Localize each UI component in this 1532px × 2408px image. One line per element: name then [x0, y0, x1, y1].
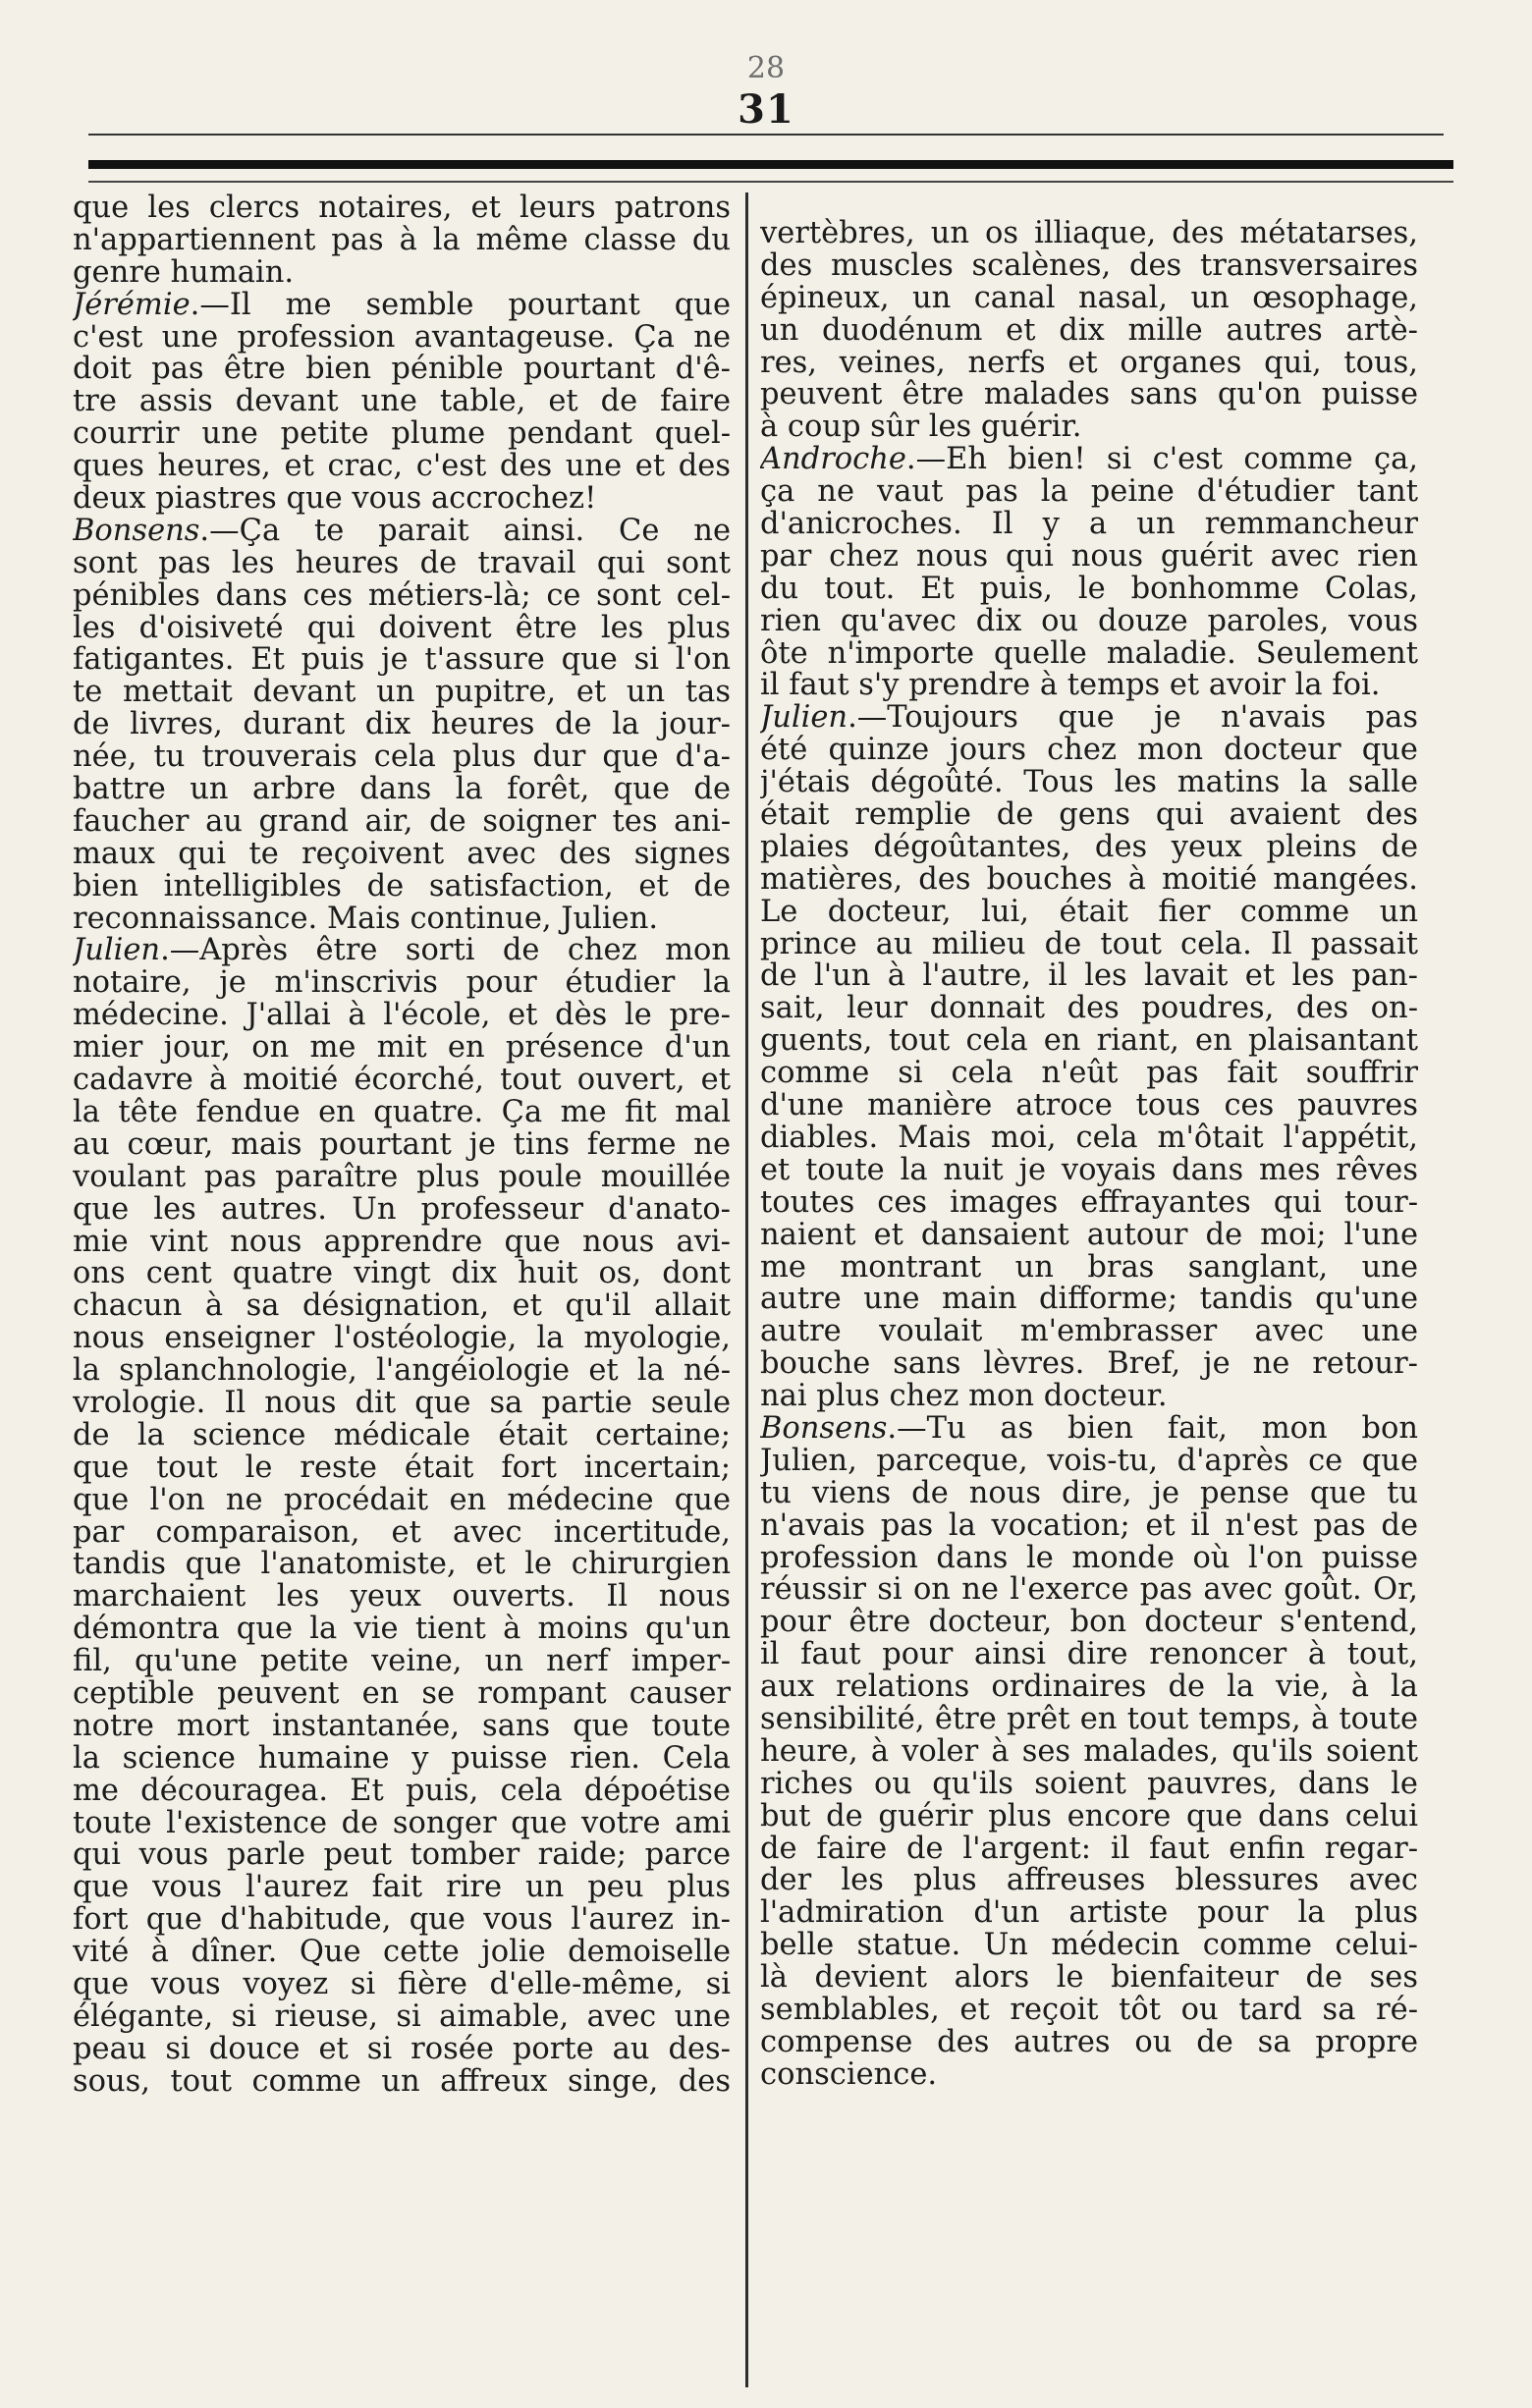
text-line: Jérémie.—Il me semble pourtant que: [73, 289, 731, 322]
text-line: pénibles dans ces métiers-là; ce sont cel-: [73, 579, 731, 613]
text-line: ceptible peuvent en se rompant causer: [73, 1677, 731, 1711]
text-line: sensibilité, être prêt en tout temps, à toute: [760, 1703, 1418, 1736]
text-line: j'étais dégoûté. Tous les matins la salle: [760, 767, 1418, 800]
text-line: peuvent être malades sans qu'on puisse: [760, 379, 1418, 412]
text-line: épineux, un canal nasal, un œsophage,: [760, 282, 1418, 315]
text-line: Bonsens.—Tu as bien fait, mon bon: [760, 1412, 1418, 1446]
text-line: fatigantes. Et puis je t'assure que si l'on: [73, 644, 731, 678]
text-line: la splanchnologie, l'angéiologie et la né-: [73, 1355, 731, 1388]
text-line: fort que d'habitude, que vous l'aurez in-: [73, 1904, 731, 1938]
text-line: que vous voyez si fière d'elle-même, si: [73, 1968, 731, 2001]
text-line: c'est une profession avantageuse. Ça ne: [73, 321, 731, 355]
text-line: toute l'existence de songer que votre ami: [73, 1807, 731, 1840]
text-line: autre voulait m'embrasser avec une: [760, 1316, 1418, 1349]
speaker-name: Androche: [760, 444, 906, 477]
text-line: la tête fendue en quatre. Ça me fit mal: [73, 1096, 731, 1129]
text-line: Julien, parceque, vois-tu, d'après ce que: [760, 1445, 1418, 1478]
text-line: voulant pas paraître plus poule mouillée: [73, 1161, 731, 1194]
text-line: médecine. J'allai à l'école, et dès le pre-: [73, 1000, 731, 1033]
right-column: [760, 218, 1418, 2092]
text-line: était remplie de gens qui avaient des: [760, 799, 1418, 832]
speaker-name: Jérémie: [73, 289, 191, 322]
text-line: d'une manière atroce tous ces pauvres: [760, 1090, 1418, 1122]
text-line: matières, des bouches à moitié mangées.: [760, 863, 1418, 897]
text-line: fil, qu'une petite veine, un nerf imper-: [73, 1646, 731, 1678]
text-line: réussir si on ne l'exerce pas avec goût. Or,: [760, 1574, 1418, 1608]
text-line: là devient alors le bienfaiteur de ses: [760, 1962, 1418, 1995]
text-line: Julien.—Toujours que je n'avais pas: [760, 702, 1418, 736]
text-line: élégante, si rieuse, si aimable, avec une: [73, 2000, 731, 2034]
text-line: d'anicroches. Il y a un remmancheur: [760, 509, 1418, 541]
left-column: [73, 192, 731, 2099]
text-line: par comparaison, et avec incertitude,: [73, 1516, 731, 1550]
text-line: Le docteur, lui, était fier comme un: [760, 896, 1418, 929]
text-line: notaire, je m'inscrivis pour étudier la: [73, 967, 731, 1001]
text-line: faucher au grand air, de soigner tes ani-: [73, 805, 731, 839]
header-rule-thin: [88, 134, 1444, 136]
text-line: Androche.—Eh bien! si c'est comme ça,: [760, 444, 1418, 477]
show-through-mark: 28: [746, 51, 786, 85]
text-line: la science humaine y puisse rien. Cela: [73, 1742, 731, 1776]
text-line: un duodénum et dix mille autres artè-: [760, 314, 1418, 348]
text-line: de faire de l'argent: il faut enfin regar-: [760, 1833, 1418, 1866]
text-line: nai plus chez mon docteur.: [760, 1381, 1168, 1413]
header-rule-thick: [88, 160, 1453, 169]
text-line: der les plus affreuses blessures avec: [760, 1865, 1418, 1898]
text-line: profession dans le monde où l'on puisse: [760, 1542, 1418, 1575]
text-line: il faut s'y prendre à temps et avoir la foi.: [760, 670, 1381, 703]
text-line: battre un arbre dans la forêt, que de: [73, 774, 731, 806]
text-line: belle statue. Un médecin comme celui-: [760, 1930, 1418, 1963]
text-line: été quinze jours chez mon docteur que: [760, 735, 1418, 768]
text-line: riches ou qu'ils soient pauvres, dans le: [760, 1768, 1418, 1801]
text-line: diables. Mais moi, cela m'ôtait l'appétit,: [760, 1122, 1418, 1155]
text-line: sait, leur donnait des poudres, des on-: [760, 993, 1418, 1026]
text-line: me montrant un bras sanglant, une: [760, 1251, 1418, 1285]
text-line: ques heures, et crac, c'est des une et des: [73, 451, 731, 484]
text-line: il faut pour ainsi dire renoncer à tout,: [760, 1639, 1418, 1672]
text-line: que vous l'aurez fait rire un peu plus: [73, 1872, 731, 1905]
text-line: ça ne vaut pas la peine d'étudier tant: [760, 476, 1418, 510]
text-line: sous, tout comme un affreux singe, des: [73, 2065, 731, 2099]
text-line: semblables, et reçoit tôt ou tard sa ré-: [760, 1994, 1418, 2027]
text-line: guents, tout cela en riant, en plaisantant: [760, 1025, 1418, 1059]
text-line: sont pas les heures de travail qui sont: [73, 547, 731, 580]
text-line: bouche sans lèvres. Bref, je ne retour-: [760, 1348, 1418, 1382]
text-line: but de guérir plus encore que dans celui: [760, 1800, 1418, 1833]
text-line: deux piastres que vous accrochez!: [73, 483, 597, 516]
text-line: de la science médicale était certaine;: [73, 1419, 731, 1452]
text-line: genre humain.: [73, 256, 295, 290]
text-line: peau si douce et si rosée porte au des-: [73, 2033, 731, 2066]
text-line: nous enseigner l'ostéologie, la myologie,: [73, 1323, 731, 1356]
text-line: me découragea. Et puis, cela dépoétise: [73, 1775, 731, 1808]
text-line: tandis que l'anatomiste, et le chirurgien: [73, 1549, 731, 1582]
text-line: comme si cela n'eût pas fait souffrir: [760, 1058, 1418, 1091]
text-line: tu viens de nous dire, je pense que tu: [760, 1477, 1418, 1510]
text-line: ôte n'importe quelle maladie. Seulement: [760, 637, 1418, 671]
text-line: maux qui te reçoivent avec des signes: [73, 838, 731, 871]
text-line: aux relations ordinaires de la vie, à la: [760, 1671, 1418, 1704]
text-line: au cœur, mais pourtant je tins ferme ne: [73, 1128, 731, 1162]
text-line: née, tu trouverais cela plus dur que d'a-: [73, 741, 731, 775]
text-line: de livres, durant dix heures de la jour-: [73, 709, 731, 742]
text-line: du tout. Et puis, le bonhomme Colas,: [760, 573, 1418, 606]
text-line: qui vous parle peut tomber raide; parce: [73, 1839, 731, 1873]
text-line: mier jour, on me mit en présence d'un: [73, 1032, 731, 1066]
speaker-name: Bonsens: [73, 515, 200, 548]
speaker-name: Julien: [73, 935, 161, 968]
text-line: vrologie. Il nous dit que sa partie seule: [73, 1387, 731, 1420]
text-line: ons cent quatre vingt dix huit os, dont: [73, 1258, 731, 1291]
text-line: autre une main difforme; tandis qu'une: [760, 1284, 1418, 1317]
text-line: mie vint nous apprendre que nous avi-: [73, 1226, 731, 1259]
text-line: compense des autres ou de sa propre: [760, 2026, 1418, 2059]
text-line: courrir une petite plume pendant quel-: [73, 418, 731, 452]
text-line: pour être docteur, bon docteur s'entend,: [760, 1607, 1418, 1640]
text-line: que tout le reste était fort incertain;: [73, 1451, 731, 1485]
text-line: vité à dîner. Que cette jolie demoiselle: [73, 1937, 731, 1969]
text-line: n'avais pas la vocation; et il n'est pas de: [760, 1509, 1418, 1543]
text-line: n'appartiennent pas à la même classe du: [73, 224, 731, 257]
text-line: heure, à voler à ses malades, qu'ils soient: [760, 1735, 1418, 1769]
text-line: tre assis devant une table, et de faire: [73, 386, 731, 419]
text-line: Bonsens.—Ça te parait ainsi. Ce ne: [73, 515, 731, 548]
text-line: démontra que la vie tient à moins qu'un: [73, 1614, 731, 1647]
text-line: que l'on ne procédait en médecine que: [73, 1484, 731, 1517]
text-line: plaies dégoûtantes, des yeux pleins de: [760, 831, 1418, 864]
speaker-name: Bonsens: [760, 1412, 888, 1446]
text-line: toutes ces images effrayantes qui tour-: [760, 1186, 1418, 1220]
text-line: rien qu'avec dix ou douze paroles, vous: [760, 605, 1418, 638]
text-line: des muscles scalènes, des transversaires: [760, 249, 1418, 283]
column-divider: [745, 192, 748, 2387]
text-line: te mettait devant un pupitre, et un tas: [73, 677, 731, 710]
text-line: cadavre à moitié écorché, tout ouvert, et: [73, 1065, 731, 1097]
text-line: et toute la nuit je voyais dans mes rêves: [760, 1154, 1418, 1187]
text-line: à coup sûr les guérir.: [760, 411, 1082, 445]
text-line: notre mort instantanée, sans que toute: [73, 1710, 731, 1743]
text-line: res, veines, nerfs et organes qui, tous,: [760, 347, 1418, 380]
text-line: naient et dansaient autour de moi; l'une: [760, 1219, 1418, 1252]
text-line: l'admiration d'un artiste pour la plus: [760, 1897, 1418, 1931]
text-line: bien intelligibles de satisfaction, et de: [73, 870, 731, 903]
speaker-name: Julien: [760, 702, 848, 736]
text-line: vertèbres, un os illiaque, des métatarses,: [760, 218, 1418, 250]
text-line: doit pas être bien pénible pourtant d'ê-: [73, 354, 731, 387]
text-line: chacun à sa désignation, et qu'il allait: [73, 1290, 731, 1324]
page-number: 31: [738, 86, 794, 133]
text-line: Julien.—Après être sorti de chez mon: [73, 935, 731, 968]
text-line: que les clercs notaires, et leurs patrons: [73, 192, 731, 225]
text-line: prince au milieu de tout cela. Il passait: [760, 928, 1418, 961]
text-line: marchaient les yeux ouverts. Il nous: [73, 1581, 731, 1614]
text-line: par chez nous qui nous guérit avec rien: [760, 540, 1418, 574]
header-rule-under: [88, 181, 1453, 183]
text-line: de l'un à l'autre, il les lavait et les pan-: [760, 960, 1418, 994]
text-line: les d'oisiveté qui doivent être les plus: [73, 612, 731, 645]
text-line: conscience.: [760, 2058, 938, 2092]
text-line: reconnaissance. Mais continue, Julien.: [73, 903, 659, 936]
text-line: que les autres. Un professeur d'anato-: [73, 1193, 731, 1227]
